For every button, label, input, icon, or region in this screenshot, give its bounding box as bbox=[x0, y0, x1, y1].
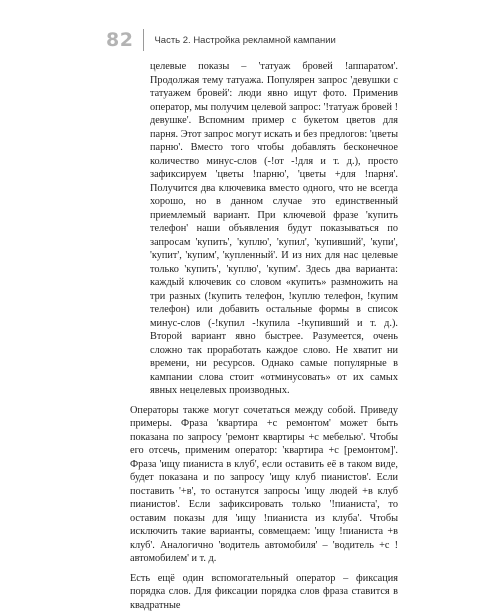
paragraph-operators-combined: Операторы также могут сочетаться между собой. Приведу примеры. Фраза 'квартира +с ремонтом' может быть показана по запросу 'ремонт квартиры +с мебелью'. Чтобы его отсечь, применим оператор: 'квартира +с [ремонтом]'. Фраза 'ищу пианиста в клуб', если оставить её в таком виде, будет показана и по запросу 'ищу клуб пианистов'. Если поставить '+в', то останутся запросы 'ищу людей +в клуб пианистов'. Если зафиксировать только '!пианиста', то оставим показы для 'ищу !пианиста из клуба'. Чтобы исключить такие варианты, совмещаем: 'ищу !пианиста +в клуб'. Аналогично 'водитель автомобиля' – 'водитель +с !автомобилем' и т. д. bbox=[130, 404, 398, 566]
page-number: 82 bbox=[106, 29, 133, 51]
page-body bbox=[130, 52, 398, 612]
quote-paragraph: целевые показы – 'татуаж бровей !аппаратом'. Продолжая тему татуажа. Популярен запрос 'девушки с татуажем бровей': люди явно ищут фото. Применив оператор, мы получим целевой запрос: '!татуаж бровей !девушке'. Вспомним пример с букетом цветов для парня. Этот запрос могут искать и без предлогов: 'цветы парню'. Вместо того чтобы добавлять бесконечное количество минус-слов (-!от -!для и т. д.), просто зафиксируем 'цветы !парню', 'цветы +для !парня'. Получится два ключевика вместо одного, что не всегда хорошо, но в данном случае это единственный приемлемый вариант. При ключевой фразе 'купить телефон' наши объявления будут показываться по запросам 'купить', 'куплю', 'купил', 'купивший', 'купи', 'купит', 'купим', 'купленный'. И из них для нас целевые только 'купить', 'куплю', 'купим'. Здесь два варианта: каждый ключевик со словом «купить» размножить на три разных (!купить телефон, !куплю телефон, !купим телефон) или добавить остальные формы в список минус-слов (-!купил -!купила -!купивший и т. д.). Второй вариант явно быстрее. Разумеется, очень сложно так проработать каждое слово. Не хватит ни времени, ни ресурсов. Однако самые популярные в кампании слова стоит «отминусовать» от их самых явных нецелевых производных. bbox=[150, 60, 398, 398]
indented-block bbox=[130, 60, 398, 398]
chapter-title: Часть 2. Настройка рекламной кампании bbox=[154, 35, 335, 46]
header-divider bbox=[143, 29, 144, 51]
paragraph-word-order: Есть ещё один вспомогательный оператор – фиксация порядка слов. Для фиксации порядка слов фраза ставится в квадратные bbox=[130, 572, 398, 612]
page-header bbox=[106, 28, 336, 52]
